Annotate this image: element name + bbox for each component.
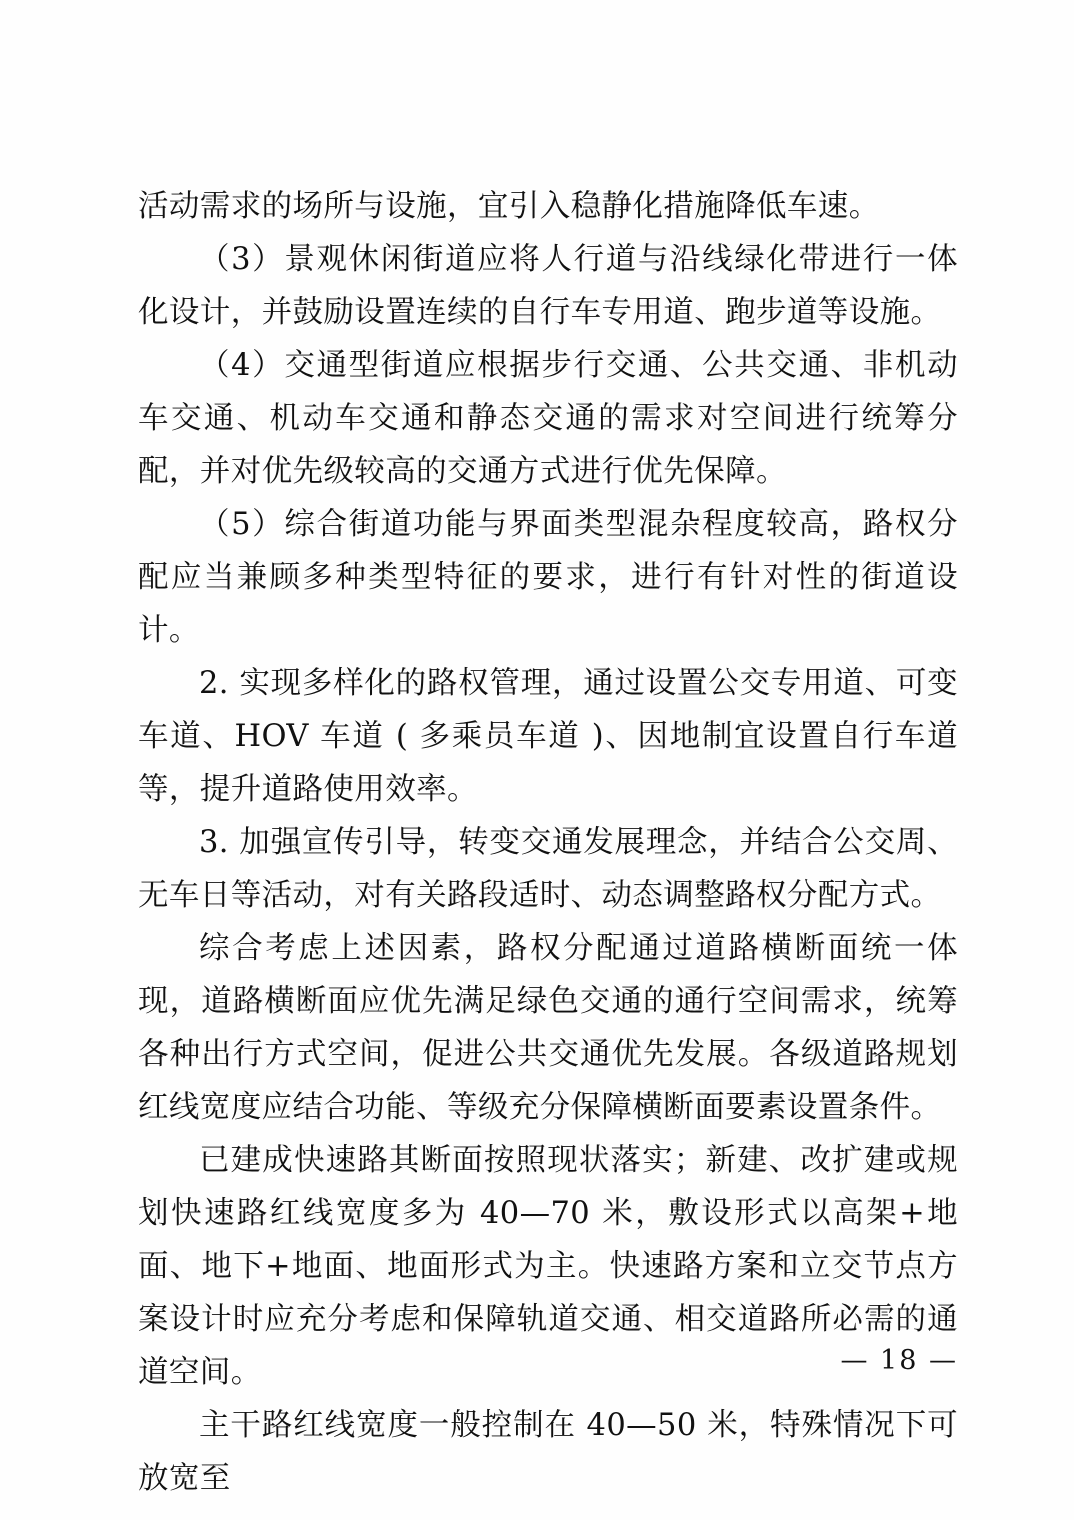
paragraph-item-5: （5）综合街道功能与界面类型混杂程度较高，路权分配应当兼顾多种类型特征的要求，进行有针对性的街道设计。	[138, 507, 958, 648]
page-number: — 18 —	[840, 1345, 958, 1376]
paragraph-summary: 综合考虑上述因素，路权分配通过道路横断面统一体现，道路横断面应优先满足绿色交通的通行空间需求，统筹各种出行方式空间，促进公共交通优先发展。各级道路规划红线宽度应结合功能、等级充分保障横断面要素设置条件。	[138, 931, 958, 1125]
paragraph-item-num-2: 2. 实现多样化的路权管理，通过设置公交专用道、可变车道、HOV 车道 ( 多乘员车道 )、因地制宜设置自行车道等，提升道路使用效率。	[138, 666, 958, 807]
paragraph-item-4: （4）交通型街道应根据步行交通、公共交通、非机动车交通、机动车交通和静态交通的需求对空间进行统筹分配，并对优先级较高的交通方式进行优先保障。	[138, 348, 958, 489]
paragraph-item-num-3: 3. 加强宣传引导，转变交通发展理念，并结合公交周、无车日等活动，对有关路段适时、动态调整路权分配方式。	[138, 825, 958, 913]
page-body-text	[138, 180, 958, 1505]
paragraph-express-road: 已建成快速路其断面按照现状落实；新建、改扩建或规划快速路红线宽度多为 40—70 米，敷设形式以高架+地面、地下+地面、地面形式为主。快速路方案和立交节点方案设计时应充分考虑和保障轨道交通、相交道路所必需的通道空间。	[138, 1143, 958, 1390]
paragraph-item-3: （3）景观休闲街道应将人行道与沿线绿化带进行一体化设计，并鼓励设置连续的自行车专用道、跑步道等设施。	[138, 242, 958, 330]
paragraph-continuation: 活动需求的场所与设施，宜引入稳静化措施降低车速。	[138, 189, 880, 224]
paragraph-main-road: 主干路红线宽度一般控制在 40—50 米，特殊情况下可放宽至	[138, 1408, 958, 1496]
